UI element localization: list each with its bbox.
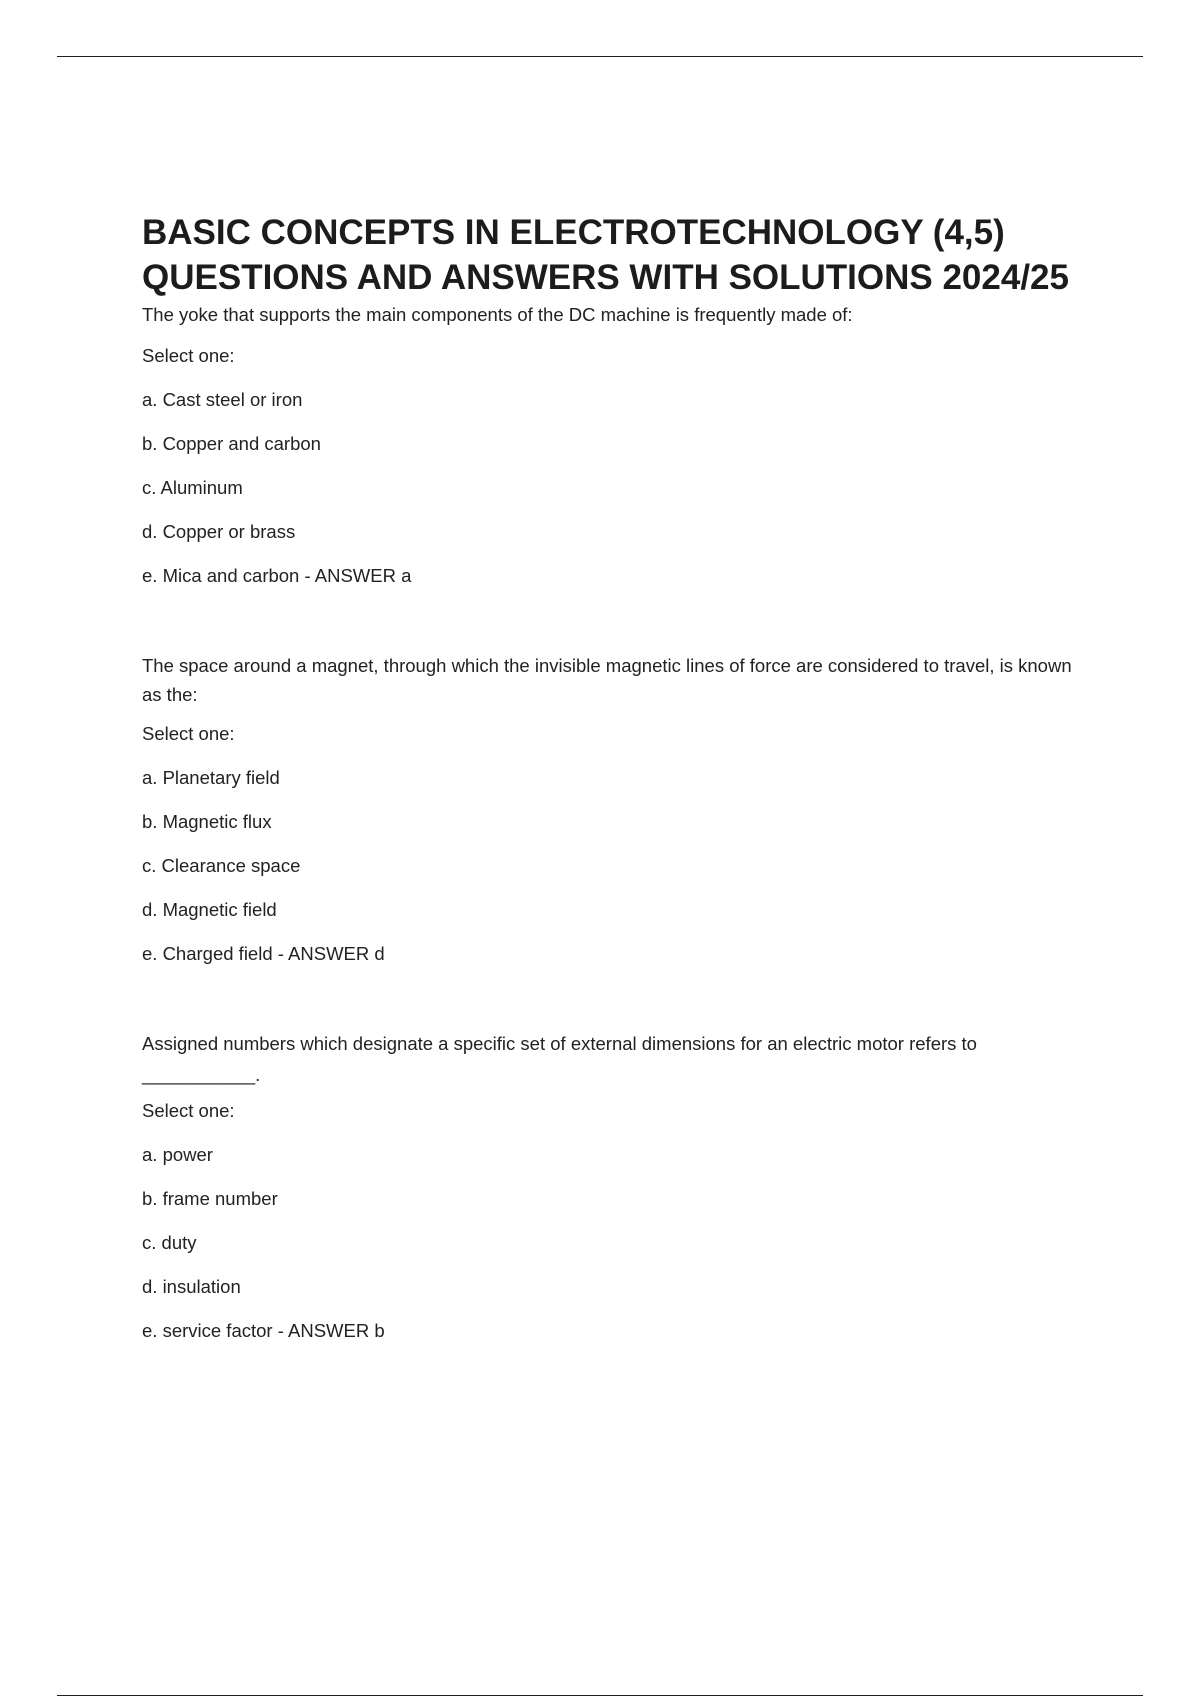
select-label: Select one:: [142, 345, 235, 366]
document-body: [142, 210, 1072, 1342]
option-b: b. frame number: [142, 1188, 278, 1209]
option-a: a. Planetary field: [142, 767, 280, 788]
option-c: c. Aluminum: [142, 477, 243, 498]
question-text: The yoke that supports the main components of the DC machine is frequently made of:: [142, 304, 853, 325]
option-b: b. Magnetic flux: [142, 811, 272, 832]
bottom-rule: [57, 1695, 1143, 1696]
select-label: Select one:: [142, 723, 235, 744]
top-rule: [57, 56, 1143, 57]
option-e-answer: e. Charged field - ANSWER d: [142, 943, 385, 964]
answer-blank: ___________.: [142, 1064, 261, 1085]
question-3: [142, 1029, 1072, 1342]
option-d: d. Magnetic field: [142, 899, 277, 920]
option-a: a. Cast steel or iron: [142, 389, 303, 410]
option-e-answer: e. service factor - ANSWER b: [142, 1320, 385, 1341]
select-label: Select one:: [142, 1100, 235, 1121]
option-b: b. Copper and carbon: [142, 433, 321, 454]
option-c: c. duty: [142, 1232, 197, 1253]
question-text: The space around a magnet, through which the invisible magnetic lines of force are considered to travel, is known as the:: [142, 655, 1072, 705]
question-text: Assigned numbers which designate a specific set of external dimensions for an electric motor refers to: [142, 1033, 977, 1054]
option-a: a. power: [142, 1144, 213, 1165]
option-d: d. insulation: [142, 1276, 241, 1297]
question-2: [142, 651, 1072, 965]
option-e-answer: e. Mica and carbon - ANSWER a: [142, 565, 412, 586]
question-1: [142, 300, 1072, 587]
option-c: c. Clearance space: [142, 855, 301, 876]
option-d: d. Copper or brass: [142, 521, 296, 542]
document-title: BASIC CONCEPTS IN ELECTROTECHNOLOGY (4,5) QUESTIONS AND ANSWERS WITH SOLUTIONS 2024/25: [142, 213, 1069, 297]
